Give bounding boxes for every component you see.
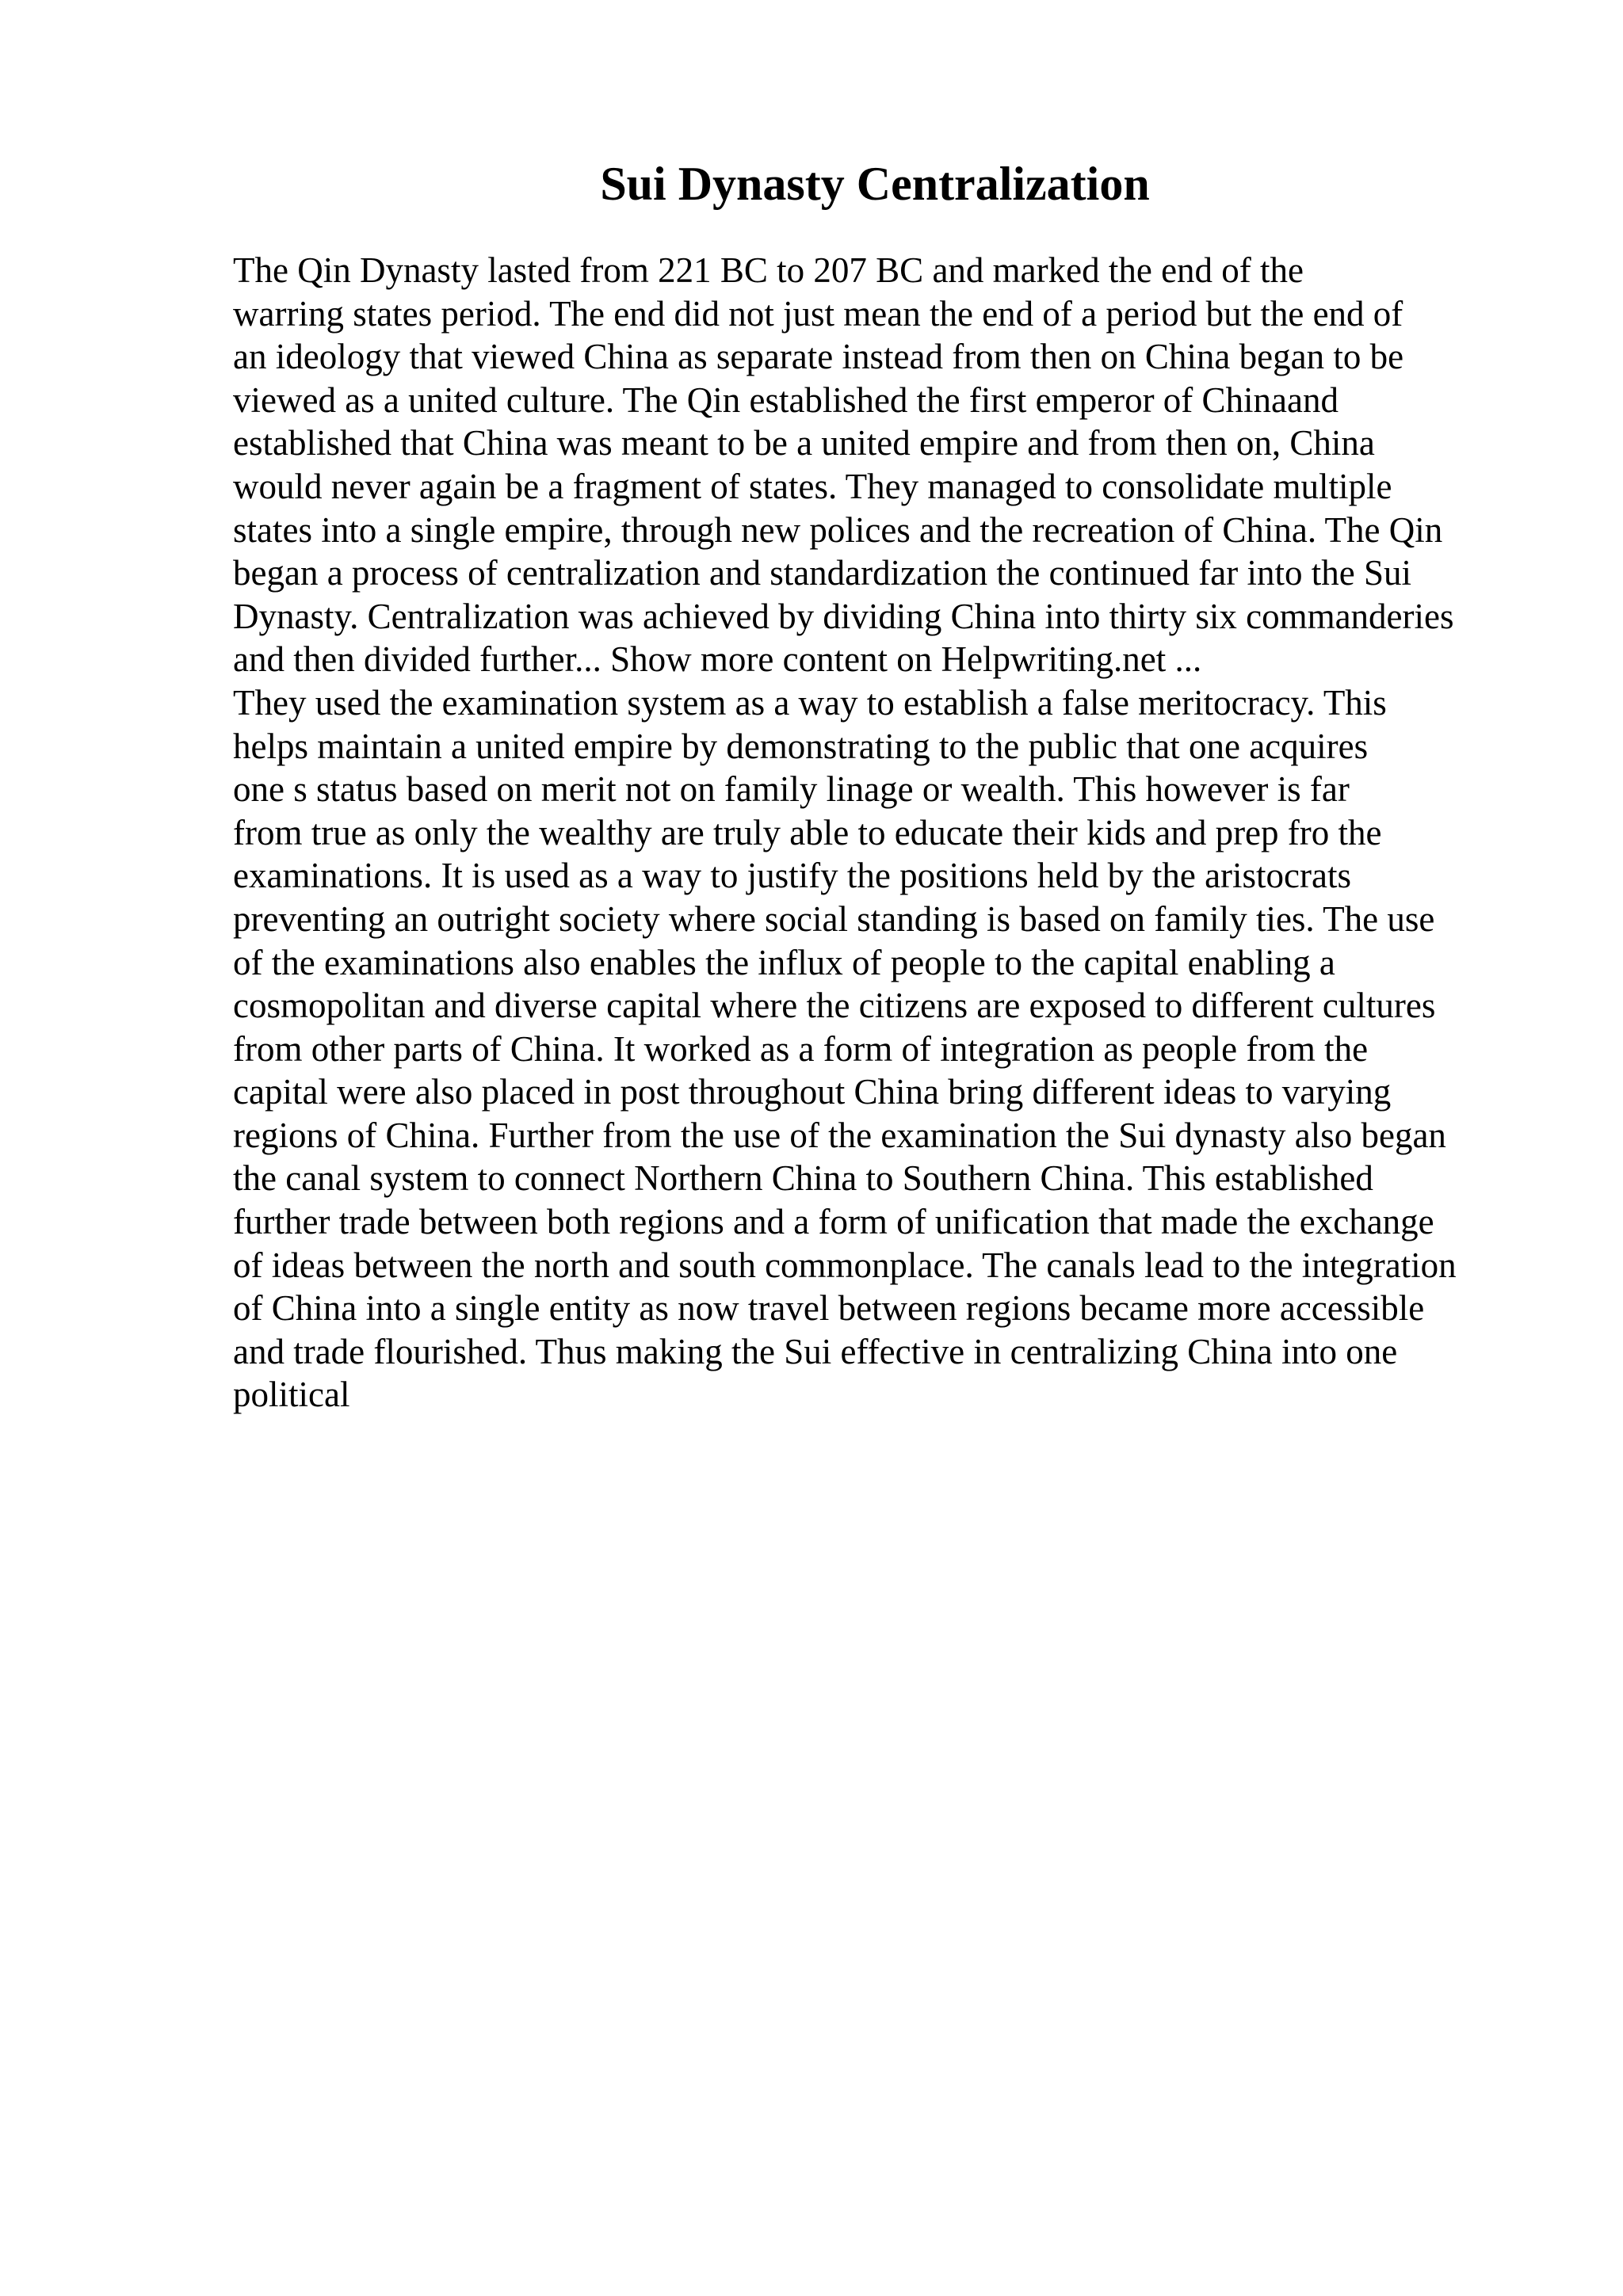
text-line: further trade between both regions and a form of unification that made the exchange bbox=[233, 1202, 1434, 1242]
text-line: Dynasty. Centralization was achieved by dividing China into thirty six commanderies bbox=[233, 596, 1454, 636]
text-line: warring states period. The end did not just mean the end of a period but the end of bbox=[233, 293, 1403, 334]
text-line: of ideas between the north and south commonplace. The canals lead to the integration bbox=[233, 1245, 1457, 1285]
text-line: began a process of centralization and standardization the continued far into the Sui bbox=[233, 553, 1411, 593]
text-line: The Qin Dynasty lasted from 221 BC to 207 BC and marked the end of the bbox=[233, 250, 1304, 290]
text-line: the canal system to connect Northern China to Southern China. This established bbox=[233, 1158, 1373, 1199]
text-line: states into a single empire, through new polices and the recreation of China. The Qin bbox=[233, 509, 1443, 550]
text-line: would never again be a fragment of states. They managed to consolidate multiple bbox=[233, 466, 1392, 506]
text-line: helps maintain a united empire by demonstrating to the public that one acquires bbox=[233, 726, 1369, 766]
text-line: from true as only the wealthy are truly able to educate their kids and prep fro the bbox=[233, 812, 1382, 852]
text-line: an ideology that viewed China as separate instead from then on China began to be bbox=[233, 337, 1404, 377]
text-line: political bbox=[233, 1375, 350, 1415]
text-line: examinations. It is used as a way to justify the positions held by the aristocrats bbox=[233, 856, 1351, 896]
text-line: of China into a single entity as now travel between regions became more accessible bbox=[233, 1288, 1425, 1329]
text-line: capital were also placed in post throughout China bring different ideas to varying bbox=[233, 1072, 1392, 1112]
text-line: regions of China. Further from the use of the examination the Sui dynasty also began bbox=[233, 1115, 1446, 1155]
document-title: Sui Dynasty Centralization bbox=[600, 158, 1150, 210]
text-line: from other parts of China. It worked as a form of integration as people from the bbox=[233, 1028, 1369, 1069]
text-line: and then divided further... Show more content on Helpwriting.net ... bbox=[233, 639, 1202, 680]
document-body bbox=[233, 249, 1457, 1417]
text-line: viewed as a united culture. The Qin established the first emperor of Chinaand bbox=[233, 379, 1338, 420]
text-line: They used the examination system as a way to establish a false meritocracy. This bbox=[233, 682, 1387, 723]
text-line: of the examinations also enables the influx of people to the capital enabling a bbox=[233, 942, 1335, 982]
text-line: established that China was meant to be a united empire and from then on, China bbox=[233, 423, 1375, 463]
text-line: preventing an outright society where social standing is based on family ties. The use bbox=[233, 898, 1435, 939]
text-line: and trade flourished. Thus making the Sui effective in centralizing China into one bbox=[233, 1331, 1398, 1371]
text-line: cosmopolitan and diverse capital where the citizens are exposed to different cultures bbox=[233, 986, 1436, 1026]
text-line: one s status based on merit not on family linage or wealth. This however is far bbox=[233, 769, 1350, 810]
